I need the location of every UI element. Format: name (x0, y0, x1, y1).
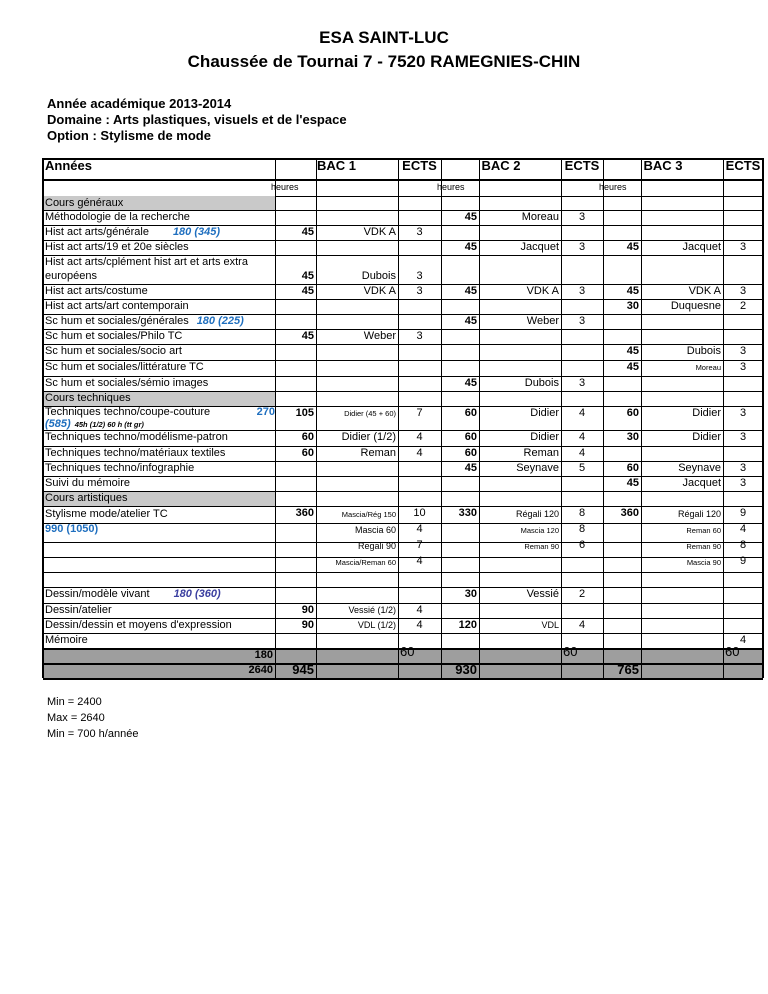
course-sc-semio: Sc hum et sociales/sémio images (45, 377, 209, 389)
teacher-cell: Dubois (686, 345, 721, 357)
course-sc-socio: Sc hum et sociales/socio art (45, 345, 182, 357)
header-heures-1: heures (271, 182, 299, 192)
course-dessin-moyens: Dessin/dessin et moyens d'expression (45, 619, 232, 631)
ects-cell: 3 (739, 345, 747, 357)
ects-cell: 3 (739, 361, 747, 373)
teacher-cell: Jacquet (682, 241, 721, 253)
hours-cell: 90 (301, 604, 314, 616)
teacher-cell: Dubois (361, 270, 396, 282)
ects-cell: 4 (416, 555, 423, 567)
hours-total: 945 (292, 663, 314, 677)
ects-total: 60 (563, 645, 578, 659)
teacher-cell: Reman 90 (524, 542, 559, 551)
header-heures-2: heures (437, 182, 465, 192)
teacher-cell: Seynave (678, 462, 721, 474)
course-sc-generales (43, 314, 275, 329)
ects-cell: 3 (578, 211, 586, 223)
course-label: Techniques techno/coupe-couture (45, 406, 211, 418)
hours-total: 930 (455, 663, 477, 677)
course-hours-note: 990 (1050) (45, 523, 99, 535)
hours-total: 765 (617, 663, 639, 677)
teacher-cell: Vessié (526, 588, 559, 600)
hours-cell: 45 (464, 241, 477, 253)
teacher-cell: Moreau (521, 211, 559, 223)
teacher-cell: Mascia 120 (520, 526, 559, 535)
course-tech-materiaux: Techniques techno/matériaux textiles (45, 447, 226, 459)
teacher-cell: Mascia/Reman 60 (335, 558, 396, 567)
hours-cell: 45 (626, 477, 639, 489)
ects-cell: 8 (578, 507, 586, 519)
header-heures-3: heures (599, 182, 627, 192)
hours-cell: 45 (301, 330, 314, 342)
course-hist-generale (43, 225, 275, 240)
ects-total: 60 (725, 645, 740, 659)
course-sc-philo: Sc hum et sociales/Philo TC (45, 330, 183, 342)
teacher-cell: Régali 120 (677, 509, 721, 519)
teacher-cell: Didier (692, 407, 721, 419)
total-ects: 180 (254, 649, 273, 661)
hours-cell: 45 (626, 345, 639, 357)
teacher-cell: Duquesne (670, 300, 721, 312)
ects-cell: 3 (739, 462, 747, 474)
ects-cell: 4 (416, 619, 423, 631)
option-label: Option : Stylisme de mode (47, 128, 211, 143)
note-min-year: Min = 700 h/année (47, 728, 139, 740)
course-group-note: 45h (1/2) 60 h (tt gr) (74, 420, 144, 429)
teacher-cell: Didier (530, 431, 559, 443)
header-bac3: BAC 3 (643, 158, 683, 173)
course-hist-complement: Hist act arts/cplément hist art et arts extra européens (45, 256, 248, 282)
ects-cell: 3 (578, 315, 586, 327)
ects-cell: 4 (578, 619, 586, 631)
hours-cell: 90 (301, 619, 314, 631)
ects-cell: 4 (578, 431, 586, 443)
ects-cell: 8 (739, 539, 747, 551)
course-label: Dessin/modèle vivant (45, 588, 150, 600)
course-sc-litterature: Sc hum et sociales/littérature TC (45, 361, 204, 373)
hours-cell: 330 (458, 507, 477, 519)
hours-cell: 60 (301, 447, 314, 459)
course-coupe-line1 (45, 406, 275, 418)
hours-cell: 45 (464, 315, 477, 327)
total-hours: 2640 (248, 664, 273, 676)
ects-cell: 3 (739, 477, 747, 489)
grid-row-line (275, 196, 763, 197)
ects-cell: 4 (416, 431, 423, 443)
hours-cell: 30 (626, 431, 639, 443)
teacher-cell: VDK A (363, 285, 396, 297)
ects-cell: 2 (578, 588, 586, 600)
teacher-cell: Reman 60 (686, 526, 721, 535)
header-bac2: BAC 2 (481, 158, 521, 173)
header-ects-2: ECTS (564, 158, 600, 173)
header-annees: Années (45, 158, 92, 173)
course-hist-contemporain: Hist act arts/art contemporain (45, 300, 189, 312)
hours-cell: 45 (626, 285, 639, 297)
school-name: ESA SAINT-LUC (319, 28, 449, 47)
teacher-cell: Reman (523, 447, 559, 459)
course-stylisme (43, 506, 275, 587)
hours-cell: 360 (620, 507, 639, 519)
teacher-cell: Weber (363, 330, 396, 342)
hours-cell: 60 (301, 431, 314, 443)
ects-cell: 10 (413, 507, 426, 519)
domain-label: Domaine : Arts plastiques, visuels et de l'espace (47, 112, 347, 127)
teacher-cell: Didier (530, 407, 559, 419)
teacher-cell: Weber (526, 315, 559, 327)
ects-cell: 4 (416, 447, 423, 459)
teacher-cell: Mascia/Rég 150 (341, 510, 396, 519)
header-ects-1: ECTS (402, 158, 437, 173)
academic-year: Année académique 2013-2014 (47, 96, 232, 111)
ects-cell: 4 (578, 407, 586, 419)
teacher-cell: VDL (1/2) (357, 620, 396, 630)
grid-row-line (43, 678, 763, 680)
ects-cell: 4 (416, 604, 423, 616)
hours-cell: 30 (626, 300, 639, 312)
hours-cell: 105 (295, 407, 314, 419)
course-suivi-memoire: Suivi du mémoire (45, 477, 130, 489)
hours-cell: 45 (464, 285, 477, 297)
section-cours-artistiques: Cours artistiques (45, 492, 128, 504)
course-tech-coupe (43, 406, 275, 430)
teacher-cell: Reman 90 (686, 542, 721, 551)
hours-cell: 60 (464, 431, 477, 443)
ects-cell: 3 (578, 285, 586, 297)
course-label: Stylisme mode/atelier TC (45, 508, 168, 520)
hours-cell: 60 (464, 447, 477, 459)
ects-cell: 3 (416, 270, 423, 282)
teacher-cell: Didier (692, 431, 721, 443)
note-min: Min = 2400 (47, 696, 102, 708)
teacher-cell: Seynave (516, 462, 559, 474)
course-hist-19-20: Hist act arts/19 et 20e siècles (45, 241, 189, 253)
course-coupe-line2 (45, 418, 275, 430)
teacher-cell: Mascia 60 (354, 525, 396, 535)
ects-cell: 4 (739, 523, 747, 535)
course-dessin-modele (43, 587, 275, 603)
ects-cell: 3 (416, 285, 423, 297)
course-tech-infographie: Techniques techno/infographie (45, 462, 195, 474)
teacher-cell: Jacquet (682, 477, 721, 489)
grid-row-line (43, 179, 763, 181)
course-hours-note: 270 (256, 406, 275, 418)
teacher-cell: VDK A (688, 285, 721, 297)
ects-cell: 8 (578, 523, 586, 535)
course-hours-note: 180 (225) (196, 315, 244, 327)
ects-cell: 4 (578, 447, 586, 459)
note-max: Max = 2640 (47, 712, 105, 724)
course-hours-note: 180 (360) (173, 588, 221, 600)
section-cours-techniques: Cours techniques (45, 392, 131, 404)
ects-cell: 7 (416, 539, 423, 551)
teacher-cell: Régali 120 (515, 509, 559, 519)
course-memoire: Mémoire (45, 634, 88, 646)
teacher-cell: Regali 90 (357, 541, 396, 551)
ects-cell: 6 (578, 539, 586, 551)
teacher-cell: VDL (541, 620, 559, 630)
hours-cell: 45 (626, 361, 639, 373)
course-label: Sc hum et sociales/générales (45, 315, 189, 327)
hours-cell: 60 (626, 462, 639, 474)
section-cours-generaux: Cours généraux (45, 197, 124, 209)
hours-cell: 45 (301, 285, 314, 297)
teacher-cell: Jacquet (520, 241, 559, 253)
curriculum-table (43, 158, 763, 678)
course-methodologie: Méthodologie de la recherche (45, 211, 190, 223)
teacher-cell: VDK A (526, 285, 559, 297)
hours-cell: 30 (464, 588, 477, 600)
ects-cell: 5 (578, 462, 586, 474)
hours-cell: 360 (295, 507, 314, 519)
hours-cell: 60 (464, 407, 477, 419)
ects-cell: 3 (739, 431, 747, 443)
hours-cell: 120 (458, 619, 477, 631)
ects-cell: 9 (739, 507, 747, 519)
hours-cell: 45 (464, 211, 477, 223)
hours-cell: 60 (626, 407, 639, 419)
course-hours-note: (585) (45, 418, 71, 430)
ects-cell: 4 (739, 634, 747, 646)
teacher-cell: Didier (45 + 60) (344, 409, 396, 418)
teacher-cell: Didier (1/2) (341, 431, 396, 443)
ects-cell: 9 (739, 555, 747, 567)
teacher-cell: VDK A (363, 226, 396, 238)
hours-cell: 45 (464, 462, 477, 474)
ects-cell: 3 (416, 226, 423, 238)
ects-cell: 4 (416, 523, 423, 535)
course-dessin-atelier: Dessin/atelier (45, 604, 112, 616)
ects-cell: 3 (578, 377, 586, 389)
ects-total: 60 (400, 645, 415, 659)
hours-cell: 45 (301, 270, 314, 282)
teacher-cell: Vessié (1/2) (348, 605, 396, 615)
course-hours-note: 180 (345) (172, 226, 221, 238)
course-tech-modelisme: Techniques techno/modélisme-patron (45, 431, 228, 443)
ects-cell: 3 (739, 241, 747, 253)
ects-cell: 3 (739, 285, 747, 297)
header-ects-3: ECTS (725, 158, 761, 173)
course-label: Hist act arts/générale (45, 226, 149, 238)
ects-cell: 3 (416, 330, 423, 342)
ects-cell: 2 (739, 300, 747, 312)
ects-cell: 7 (416, 407, 423, 419)
school-address: Chaussée de Tournai 7 - 7520 RAMEGNIES-CHIN (187, 52, 581, 71)
hours-cell: 45 (626, 241, 639, 253)
ects-cell: 3 (739, 407, 747, 419)
teacher-cell: Mascia 90 (686, 558, 721, 567)
course-hist-costume: Hist act arts/costume (45, 285, 148, 297)
hours-cell: 45 (464, 377, 477, 389)
teacher-cell: Reman (360, 447, 396, 459)
ects-cell: 3 (578, 241, 586, 253)
header-bac1: BAC 1 (316, 158, 356, 173)
hours-cell: 45 (301, 226, 314, 238)
teacher-cell: Dubois (524, 377, 559, 389)
teacher-cell: Moreau (695, 363, 721, 372)
